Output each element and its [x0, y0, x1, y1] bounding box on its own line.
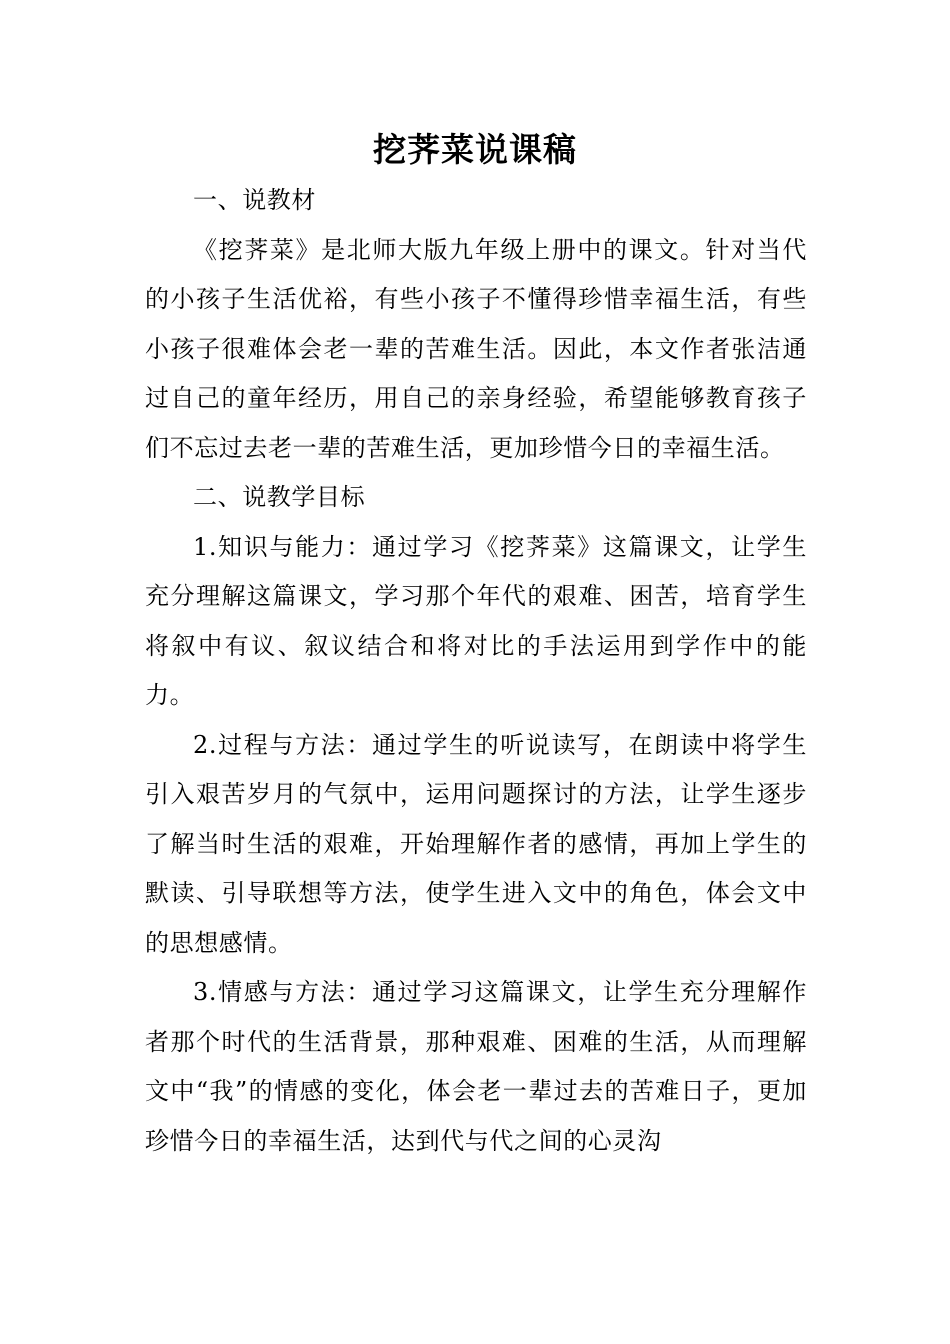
paragraph-objective-emotion: 3.情感与方法：通过学习这篇课文，让学生充分理解作者那个时代的生活背景，那种艰难、困难的生活，从而理解文中“我”的情感的变化，体会老一辈过去的苦难日子，更加珍惜今日的幸福生活，达到代与代之间的心灵沟 — [145, 978, 807, 1155]
section-heading-objectives: 二、说教学目标 — [193, 483, 366, 511]
section-heading-textbook: 一、说教材 — [193, 186, 316, 214]
paragraph-objective-knowledge: 1.知识与能力：通过学习《挖荠菜》这篇课文，让学生充分理解这篇课文，学习那个年代的艰难、困苦，培育学生将叙中有议、叙议结合和将对比的手法运用到学作中的能力。 — [145, 532, 807, 709]
paragraph-objective-process: 2.过程与方法：通过学生的听说读写，在朗读中将学生引入艰苦岁月的气氛中，运用问题探讨的方法，让学生逐步了解当时生活的艰难，开始理解作者的感情，再加上学生的默读、引导联想等方法，使学生进入文中的角色，体会文中的思想感情。 — [145, 730, 807, 957]
document-body — [145, 176, 807, 1166]
document-title: 挖荠菜说课稿 — [373, 130, 577, 169]
paragraph-textbook: 《挖荠菜》是北师大版九年级上册中的课文。针对当代的小孩子生活优裕，有些小孩子不懂得珍惜幸福生活，有些小孩子很难体会老一辈的苦难生活。因此，本文作者张洁通过自己的童年经历，用自己的亲身经验，希望能够教育孩子们不忘过去老一辈的苦难生活，更加珍惜今日的幸福生活。 — [145, 235, 807, 462]
